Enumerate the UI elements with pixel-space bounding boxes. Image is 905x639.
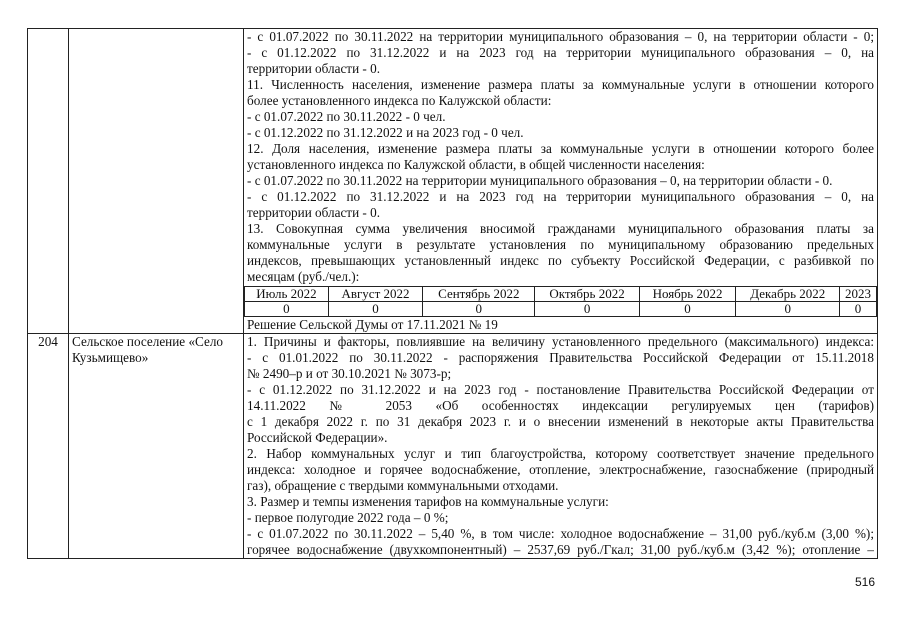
month-header-cell: Сентябрь 2022 xyxy=(423,287,535,302)
month-value-cell: 0 xyxy=(423,302,535,317)
text-line: - с 01.07.2022 по 30.11.2022 – 5,40 %, в том числе: холодное водоснабжение – 31,00 руб./куб.м (3,00 %); xyxy=(247,526,874,541)
text-line: месяцам (руб./чел.): xyxy=(247,269,360,284)
text-line: 1. Причины и факторы, повлиявшие на величину установленного предельного (максимального) индекса: xyxy=(247,334,874,349)
text-line: - с 01.07.2022 по 30.11.2022 - 0 чел. xyxy=(247,109,446,124)
month-header-cell: Ноябрь 2022 xyxy=(639,287,736,302)
decision-reference: Решение Сельской Думы от 17.11.2021 № 19 xyxy=(247,317,498,332)
text-line: - с 01.07.2022 по 30.11.2022 на территории муниципального образования – 0, на территории области - 0; xyxy=(247,29,874,44)
text-line: 11. Численность населения, изменение размера платы за коммунальные услуги в отношении которого xyxy=(247,77,874,92)
month-value-cell: 0 xyxy=(245,302,329,317)
text-line: территории области - 0. xyxy=(247,61,381,76)
document-table xyxy=(27,28,878,559)
text-line: коммунальные услуги в результате установления по муниципальному образованию предельных xyxy=(247,237,874,252)
table-row xyxy=(28,29,878,334)
text-line: 13. Совокупная сумма увеличения вносимой гражданами муниципального образования платы за xyxy=(247,221,874,236)
text-line: - с 01.12.2022 по 31.12.2022 и на 2023 год - 0 чел. xyxy=(247,125,524,140)
text-line: территории области - 0. xyxy=(247,205,381,220)
page-number: 516 xyxy=(855,575,876,589)
text-line: 3. Размер и темпы изменения тарифов на коммунальные услуги: xyxy=(247,494,609,509)
table-row xyxy=(28,334,878,559)
text-line: 14.11.2022 № 2053 «Об особенностях индексации регулируемых цен (тарифов) xyxy=(247,398,874,413)
month-value-cell: 0 xyxy=(639,302,736,317)
text-line: установленного индекса по Калужской области, в общей численности населения: xyxy=(247,157,705,172)
row-content xyxy=(244,29,878,334)
text-line: Российской Федерации». xyxy=(247,430,388,445)
name-line: Кузьмищево» xyxy=(72,350,149,365)
monthly-amount-table xyxy=(244,286,877,317)
month-value-cell: 0 xyxy=(840,302,877,317)
month-header-cell: Октябрь 2022 xyxy=(535,287,639,302)
text-line: - первое полугодие 2022 года – 0 %; xyxy=(247,510,449,525)
text-line: 12. Доля населения, изменение размера платы за коммунальные услуги в отношении которого более xyxy=(247,141,874,156)
text-line: № 2490–р и от 30.10.2021 № 3073-р; xyxy=(247,366,452,381)
municipality-name xyxy=(69,29,244,334)
month-value-cell: 0 xyxy=(736,302,840,317)
month-header-cell: Декабрь 2022 xyxy=(736,287,840,302)
name-line: Сельское поселение «Село xyxy=(72,334,224,349)
text-line: горячее водоснабжение (двухкомпонентный) – 2537,69 руб./Гкал; 31,00 руб./куб.м (3,42 %); отопление – xyxy=(247,542,874,557)
text-line: с 1 декабря 2022 г. по 31 декабря 2023 г. и о внесении изменений в некоторые акты Правительства xyxy=(247,414,874,429)
month-header-cell: 2023 xyxy=(840,287,877,302)
text-line: - с 01.12.2022 по 31.12.2022 и на 2023 год - постановление Правительства Российской Федерации от xyxy=(247,382,874,397)
text-line: индексов, превышающих установленный индекс по субъекту Российской Федерации, с разбивкой по xyxy=(247,253,874,268)
text-line: - с 01.12.2022 по 31.12.2022 и на 2023 год на территории муниципального образования – 0, на xyxy=(247,189,874,204)
text-line: газ), обращение с твердыми коммунальными отходами. xyxy=(247,478,559,493)
row-number xyxy=(28,29,69,334)
text-line: индекса: холодное и горячее водоснабжение, отопление, электроснабжение, газоснабжение (природный xyxy=(247,462,874,477)
row-content xyxy=(244,334,878,559)
text-line: - с 01.07.2022 по 30.11.2022 на территории муниципального образования – 0, на территории области - 0. xyxy=(247,173,833,188)
text-line: 2. Набор коммунальных услуг и тип благоустройства, которому соответствует значение предельного xyxy=(247,446,874,461)
month-header-cell: Август 2022 xyxy=(328,287,422,302)
text-line: - с 01.12.2022 по 31.12.2022 и на 2023 год на территории муниципального образования – 0, на xyxy=(247,45,874,60)
month-value-cell: 0 xyxy=(535,302,639,317)
municipality-name xyxy=(69,334,244,559)
row-number: 204 xyxy=(28,334,69,559)
month-value-cell: 0 xyxy=(328,302,422,317)
month-header-cell: Июль 2022 xyxy=(245,287,329,302)
text-line: - с 01.01.2022 по 30.11.2022 - распоряжения Правительства Российской Федерации от 15.11.2018 xyxy=(247,350,874,365)
text-line: более установленного индекса по Калужской области: xyxy=(247,93,552,108)
